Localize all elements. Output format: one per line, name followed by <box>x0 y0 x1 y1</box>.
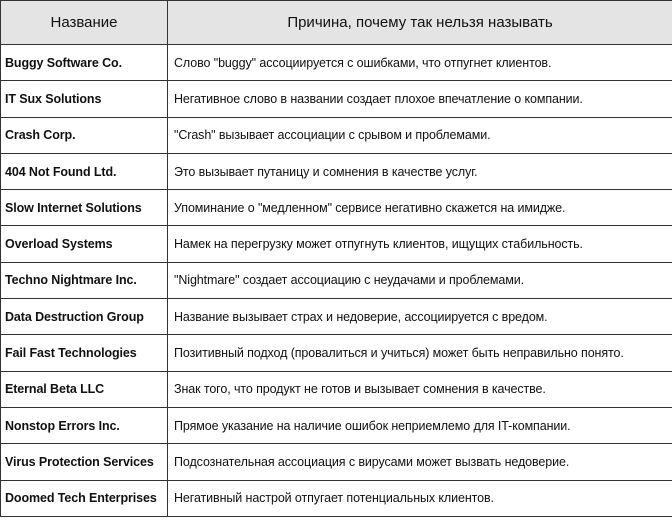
table-row <box>1 190 672 226</box>
company-name: IT Sux Solutions <box>1 81 168 117</box>
reason-text: Негативное слово в названии создает плохое впечатление о компании. <box>168 81 672 117</box>
header-name: Название <box>1 1 168 45</box>
reason-text: Название вызывает страх и недоверие, ассоциируется с вредом. <box>168 299 672 335</box>
header-row <box>1 1 672 45</box>
reason-text: Намек на перегрузку может отпугнуть клиентов, ищущих стабильность. <box>168 226 672 262</box>
company-name: Doomed Tech Enterprises <box>1 480 168 516</box>
table-row <box>1 262 672 298</box>
reason-text: Подсознательная ассоциация с вирусами может вызвать недоверие. <box>168 444 672 480</box>
company-name: Fail Fast Technologies <box>1 335 168 371</box>
table-row <box>1 407 672 443</box>
table-row <box>1 45 672 81</box>
reason-text: "Nightmare" создает ассоциацию с неудачами и проблемами. <box>168 262 672 298</box>
table-row <box>1 117 672 153</box>
table-row <box>1 371 672 407</box>
reason-text: "Crash" вызывает ассоциации с срывом и проблемами. <box>168 117 672 153</box>
company-name: Techno Nightmare Inc. <box>1 262 168 298</box>
company-name: 404 Not Found Ltd. <box>1 153 168 189</box>
company-name: Eternal Beta LLC <box>1 371 168 407</box>
table-row <box>1 81 672 117</box>
company-name: Data Destruction Group <box>1 299 168 335</box>
table-row <box>1 335 672 371</box>
company-name: Overload Systems <box>1 226 168 262</box>
reason-text: Слово "buggy" ассоциируется с ошибками, что отпугнет клиентов. <box>168 45 672 81</box>
company-name: Buggy Software Co. <box>1 45 168 81</box>
company-name: Nonstop Errors Inc. <box>1 407 168 443</box>
header-reason: Причина, почему так нельзя называть <box>168 1 672 45</box>
reason-text: Знак того, что продукт не готов и вызывает сомнения в качестве. <box>168 371 672 407</box>
table-row <box>1 153 672 189</box>
reason-text: Негативный настрой отпугает потенциальных клиентов. <box>168 480 672 516</box>
reason-text: Это вызывает путаницу и сомнения в качестве услуг. <box>168 153 672 189</box>
table-row <box>1 444 672 480</box>
table-row <box>1 299 672 335</box>
table-row <box>1 226 672 262</box>
reason-text: Позитивный подход (провалиться и учиться) может быть неправильно понято. <box>168 335 672 371</box>
company-name: Crash Corp. <box>1 117 168 153</box>
reason-text: Упоминание о "медленном" сервисе негативно скажется на имидже. <box>168 190 672 226</box>
company-name: Slow Internet Solutions <box>1 190 168 226</box>
reason-text: Прямое указание на наличие ошибок неприемлемо для IT-компании. <box>168 407 672 443</box>
company-name: Virus Protection Services <box>1 444 168 480</box>
table-row <box>1 480 672 516</box>
